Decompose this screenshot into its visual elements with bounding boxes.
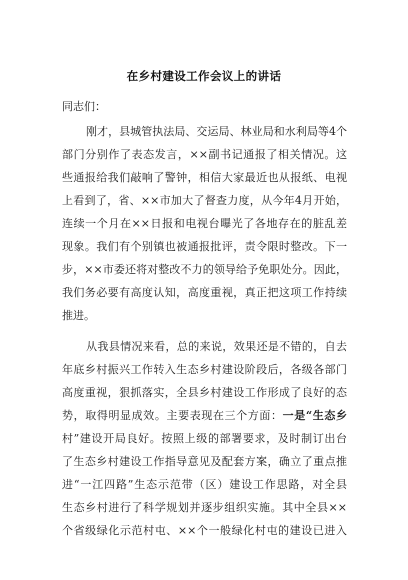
paragraph-line-with-bold — [62, 409, 347, 423]
paragraph-line: 上看到了，省、××市加大了督查力度，从今年4月开始， — [62, 194, 347, 207]
paragraph-line: 现象。我们有个别镇也被通报批评，责令限时整改。下一 — [62, 240, 347, 253]
paragraph-line: 进“一江四路”生态示范带（区）建设工作思路，对全县 — [62, 478, 347, 491]
paragraph-line: 推进。 — [62, 309, 95, 322]
paragraph-line: 生态乡村进行了科学规划并逐步组织实施。其中全县×× — [62, 501, 347, 514]
paragraph-line: 部门分别作了表态发言，××副书记通报了相关情况。这 — [62, 148, 347, 161]
paragraph-line: 步，××市委还将对整改不力的领导给予免职处分。因此， — [62, 263, 347, 276]
paragraph-line: 个省级绿化示范村屯、××个一般绿化村屯的建设已进入 — [62, 524, 347, 537]
paragraph-line: 高度重视，狠抓落实，全县乡村建设工作形成了良好的态 — [62, 386, 347, 399]
paragraph-line: 了生态乡村建设工作指导意见及配套方案，确立了重点推 — [62, 455, 347, 468]
salutation: 同志们： — [62, 100, 106, 113]
paragraph-line: 连续一个月在××日报和电视台曝光了各地存在的脏乱差 — [62, 217, 347, 230]
bold-phrase: 一是“生态乡 — [282, 409, 347, 422]
line-text: 势，取得明显成效。主要表现在三个方面： — [62, 409, 283, 422]
paragraph-line: 我们务必要有高度认知，高度重视，真正把这项工作持续 — [62, 286, 347, 299]
paragraph-line: 些通报给我们敲响了警钟，相信大家最近也从报纸、电视 — [62, 171, 347, 184]
paragraph-line: 年底乡村振兴工作转入生态乡村建设阶段后，各级各部门 — [62, 363, 347, 376]
paragraph-line: 刚才，县城管执法局、交运局、林业局和水利局等4个 — [86, 125, 347, 138]
paragraph-line: 从我县情况来看，总的来说，效果还是不错的，自去 — [86, 340, 347, 353]
document-title: 在乡村建设工作会议上的讲话 — [126, 69, 282, 83]
paragraph-line: 村”建设开局良好。按照上级的部署要求，及时制订出台 — [62, 432, 347, 445]
